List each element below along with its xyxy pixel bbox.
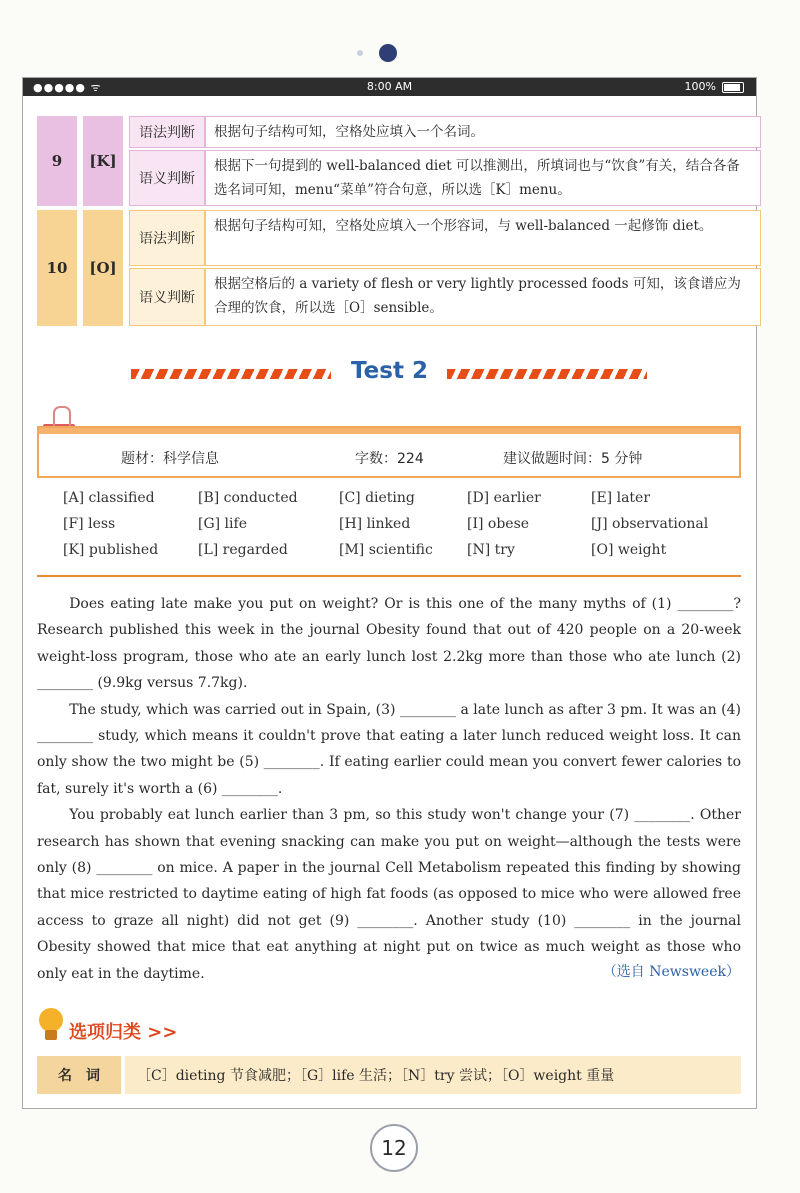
option-item: [F] less — [63, 516, 116, 532]
cell-heading: 语义判断 — [129, 268, 205, 326]
cell-text: 根据句子结构可知，空格处应填入一个名词。 — [205, 116, 761, 148]
option-item: [N] try — [467, 542, 515, 558]
option-item: [I] obese — [467, 516, 530, 532]
decorative-stripes-right — [447, 369, 647, 379]
page-number: 12 — [370, 1124, 418, 1172]
info-box — [37, 426, 741, 478]
camera-sensor — [357, 50, 363, 56]
status-bar — [23, 78, 756, 96]
option-item: [E] later — [591, 490, 651, 506]
option-item: [G] life — [198, 516, 247, 532]
option-item: [O] weight — [591, 542, 667, 558]
passage-paragraph: The study, which was carried out in Spain, (3) ________ a late lunch as after 3 pm. It was an (4) ________ study, which means it couldn't prove that eating a later lunch reduced weight loss. It can only show the two might be (5) ________. If eating earlier could mean you convert fewer calories to fat, surely it's worth a (6) ________. — [37, 701, 741, 797]
category-title: 选项归类 >> — [69, 1022, 178, 1043]
question-number: 10 — [37, 210, 77, 326]
test-title: Test 2 — [351, 358, 428, 384]
answer-letter: [O] — [83, 210, 123, 326]
option-item: [L] regarded — [198, 542, 288, 558]
option-item: [H] linked — [339, 516, 411, 532]
word-count: 字数：224 — [355, 451, 424, 467]
option-item: [B] conducted — [198, 490, 298, 506]
answer-letter: [K] — [83, 116, 123, 206]
cell-heading: 语法判断 — [129, 116, 205, 148]
battery-percent: 100% — [684, 80, 716, 93]
battery-icon — [722, 82, 744, 93]
tablet-screen — [22, 77, 757, 1109]
camera-icon — [379, 44, 397, 62]
option-item: [J] observational — [591, 516, 709, 532]
cell-heading: 语法判断 — [129, 210, 205, 266]
cell-text: 根据下一句提到的 well-balanced diet 可以推测出，所填词也与“饮食”有关，结合各备选名词可知，menu“菜单”符合句意，所以选［K］menu。 — [205, 150, 761, 206]
category-text: ［C］dieting 节食减肥；［G］life 生活；［N］try 尝试；［O］weight 重量 — [125, 1056, 741, 1094]
option-item: [D] earlier — [467, 490, 541, 506]
lightbulb-base — [45, 1030, 57, 1040]
passage — [37, 591, 741, 987]
question-number: 9 — [37, 116, 77, 206]
lightbulb-icon — [39, 1008, 63, 1032]
signal-indicator: ●●●●● ᯤ — [33, 81, 102, 94]
suggested-time: 建议做题时间：5 分钟 — [503, 451, 643, 467]
option-item: [M] scientific — [339, 542, 433, 558]
answer-row-9 — [37, 116, 763, 206]
option-item: [C] dieting — [339, 490, 415, 506]
passage-paragraph: You probably eat lunch earlier than 3 pm, so this study won't change your (7) ________. Other research has shown that evening snacking can make you put on weight—although the tests were only (8) ________ on mice. A paper in the journal Cell Metabolism repeated this finding by showing that mice restricted to daytime eating of high fat foods (as opposed to mice who were allowed free access to graze all night) did not get (9) ________. Another study (10) ________ in the journal Obesity showed that mice that eat anything at night put on twice as much weight as those who only eat in the daytime. — [37, 807, 741, 982]
answer-row-10 — [37, 210, 763, 326]
category-row — [37, 1056, 741, 1094]
cell-text: 根据句子结构可知，空格处应填入一个形容词，与 well-balanced 一起修饰 diet。 — [205, 210, 761, 266]
option-item: [A] classified — [63, 490, 155, 506]
cell-heading: 语义判断 — [129, 150, 205, 206]
topic-label: 题材：科学信息 — [121, 451, 219, 467]
divider — [37, 575, 741, 577]
status-time: 8:00 AM — [366, 80, 413, 93]
passage-paragraph: Does eating late make you put on weight? Or is this one of the many myths of (1) ________? Research published this week in the journal Obesity found that out of 420 people on a 20-week weight-loss program, those who ate an early lunch lost 2.2kg more than those who ate lunch (2) ________ (9.9kg versus 7.7kg). — [37, 596, 741, 692]
category-heading: 名 词 — [37, 1056, 121, 1094]
source-citation: （选自 Newsweek） — [602, 964, 740, 980]
option-item: [K] published — [63, 542, 159, 558]
cell-text: 根据空格后的 a variety of flesh or very lightly processed foods 可知，该食谱应为合理的饮食，所以选［O］sensible。 — [205, 268, 761, 326]
